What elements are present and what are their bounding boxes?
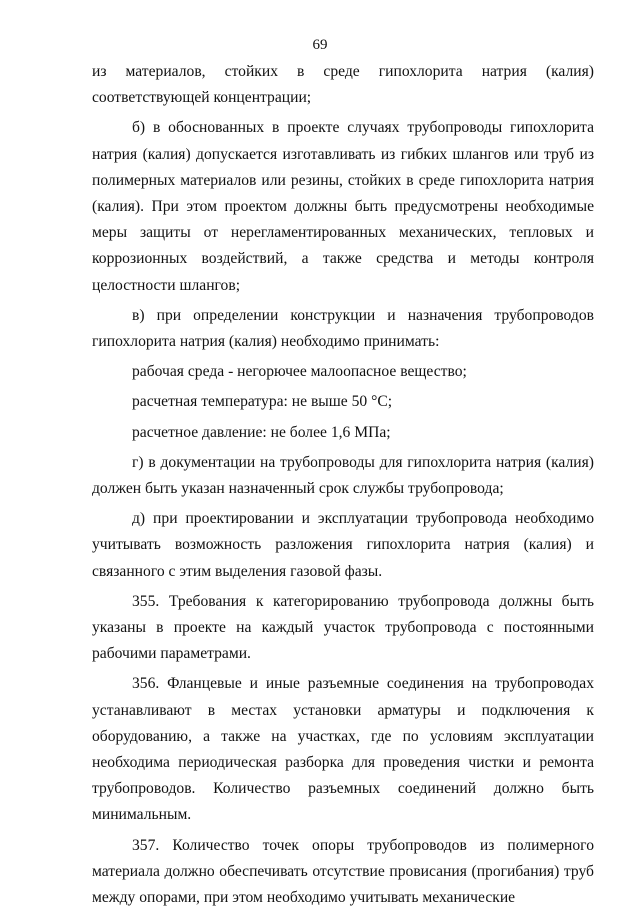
document-body: [92, 59, 594, 911]
paragraph-item-d: д) при проектировании и эксплуатации трубопровода необходимо учитывать возможность разложения гипохлорита натрия (калия) и связанного с этим выделения газовой фазы.: [92, 510, 594, 580]
parameter-design-pressure: расчетное давление: не более 1,6 МПа;: [132, 423, 391, 441]
paragraph-item-v: в) при определении конструкции и назначения трубопроводов гипохлорита натрия (калия) необходимо принимать:: [92, 306, 594, 351]
paragraph-355: 355. Требования к категорированию трубопровода должны быть указаны в проекте на каждый участок трубопровода с постоянными рабочими параметрами.: [92, 592, 594, 663]
paragraph-356: 356. Фланцевые и иные разъемные соединения на трубопроводах устанавливают в местах установки арматуры и подключения к оборудованию, а также на участках, где по условиям эксплуатации необходима периодическая разборка для проведения чистки и ремонта трубопроводов. Количество разъемных соединений должно быть минимальным.: [92, 675, 594, 824]
parameter-design-temperature: расчетная температура: не выше 50 °С;: [132, 393, 393, 411]
paragraph-item-b: б) в обоснованных в проекте случаях трубопроводы гипохлорита натрия (калия) допускается изготавливать из гибких шлангов или труб из полимерных материалов или резины, стойких в среде гипохлорита натрия (калия). При этом проектом должны быть предусмотрены необходимые меры защиты от нерегламентированных механических, тепловых и коррозионных воздействий, а также средства и методы контроля целостности шлангов;: [92, 119, 594, 294]
paragraph-item-g: г) в документации на трубопроводы для гипохлорита натрия (калия) должен быть указан назначенный срок службы трубопровода;: [92, 453, 594, 498]
paragraph-continuation: из материалов, стойких в среде гипохлорита натрия (калия) соответствующей концентрации;: [92, 63, 594, 107]
paragraph-357: 357. Количество точек опоры трубопроводов из полимерного материала должно обеспечивать отсутствие провисания (прогибания) труб между опорами, при этом необходимо учитывать механические: [92, 836, 594, 907]
page-number: 69: [312, 37, 328, 53]
parameter-working-medium: рабочая среда - негорючее малоопасное вещество;: [132, 363, 467, 381]
